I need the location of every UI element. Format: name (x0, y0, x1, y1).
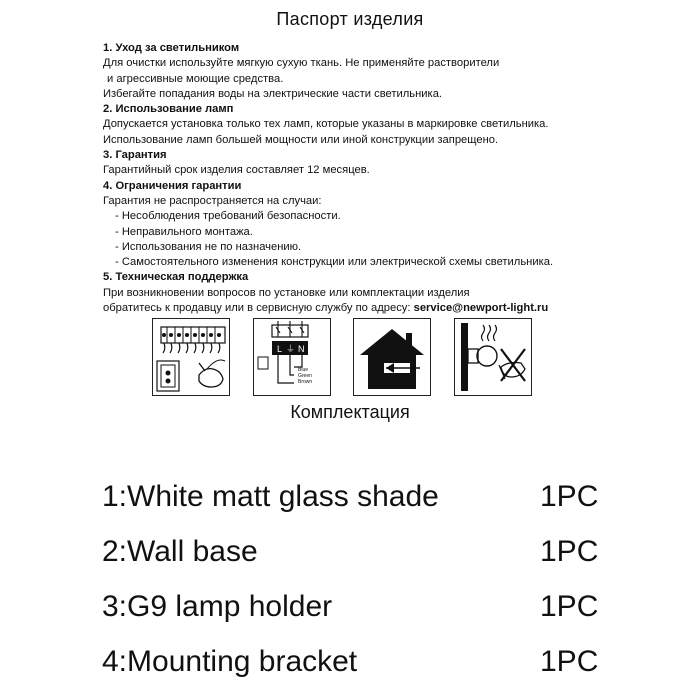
text-line: Использование ламп большей мощности или иной конструкции запрещено. (103, 133, 499, 146)
kit-item-name: 1:White matt glass shade (102, 480, 439, 513)
text-line: Гарантийный срок изделия составляет 12 месяцев. (103, 164, 370, 177)
kit-item-name: 3:G9 lamp holder (102, 590, 333, 623)
section-heading: 1. Уход за светильником (103, 42, 240, 54)
instruction-icons (152, 318, 532, 396)
kit-item-qty: 1PC (540, 480, 599, 513)
hot-bulb-warning-icon (454, 318, 532, 396)
text-line: При возникновении вопросов по установке или комплектации изделия (103, 286, 470, 299)
support-email: service@newport-light.ru (413, 302, 549, 315)
section-heading: 4. Ограничения гарантии (103, 179, 242, 192)
support-text: обратитесь к продавцу или в сервисную службу по адресу: (103, 302, 414, 315)
text-line: Избегайте попадания воды на электрические части светильника. (103, 87, 443, 100)
terminal-label-n: N (298, 344, 305, 354)
text-line: и агрессивные моющие средства. (107, 72, 284, 85)
document-title: Паспорт изделия (276, 9, 424, 29)
list-item: - Несоблюдения требований безопасности. (115, 210, 341, 223)
text-line: Гарантия не распространяется на случаи: (103, 194, 322, 207)
kit-item (102, 590, 622, 630)
text-line: Допускается установка только тех ламп, которые указаны в маркировке светильника. (103, 118, 549, 131)
wiring-diagram-icon (253, 318, 331, 396)
terminal-label-l: L (277, 344, 283, 354)
kit-item-qty: 1PC (540, 645, 599, 678)
terminal-block-icon (152, 318, 230, 396)
kit-item-qty: 1PC (540, 535, 599, 568)
kit-item (102, 645, 622, 685)
kit-item-name: 4:Mounting bracket (102, 645, 358, 678)
list-item: - Неправильного монтажа. (115, 225, 253, 238)
wire-label-blue: Blue (298, 367, 309, 373)
list-item: - Использования не по назначению. (115, 240, 302, 253)
section-heading: 5. Техническая поддержка (103, 271, 249, 284)
list-item: - Самостоятельного изменения конструкции или электрической схемы светильника. (115, 256, 554, 269)
text-line: Для очистки используйте мягкую сухую ткань. Не применяйте растворители (103, 57, 500, 70)
support-line (103, 301, 693, 316)
terminal-label-ground: ⏚ (286, 345, 296, 355)
kit-title: Комплектация (290, 402, 410, 422)
passport-text (103, 41, 693, 316)
wire-label-green: Green (298, 373, 312, 379)
wire-label-brown: Brown (298, 379, 313, 385)
kit-item (102, 535, 622, 575)
section-heading: 3. Гарантия (103, 149, 167, 162)
kit-item-name: 2:Wall base (102, 535, 258, 568)
kit-item (102, 480, 622, 520)
section-heading: 2. Использование ламп (103, 103, 234, 116)
indoor-use-icon (353, 318, 431, 396)
kit-item-qty: 1PC (540, 590, 599, 623)
